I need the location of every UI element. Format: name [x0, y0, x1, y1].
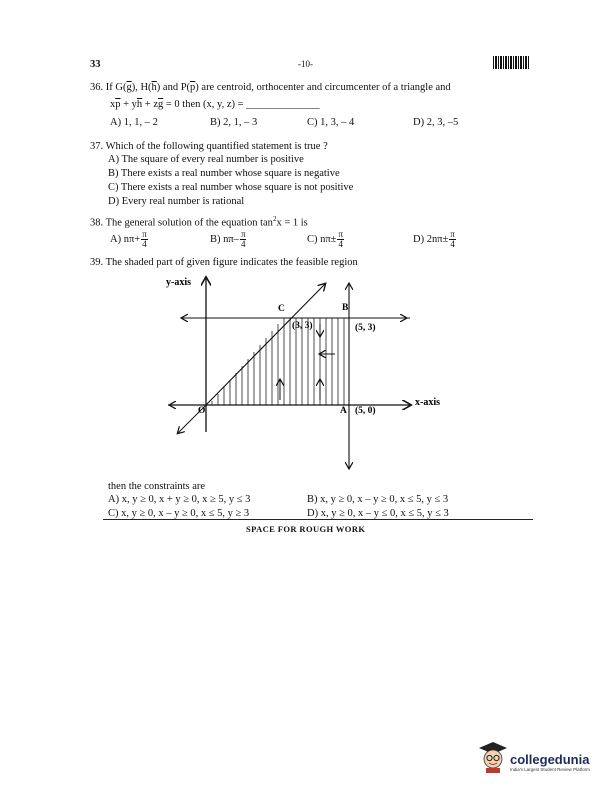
point-5-0: (5, 0): [355, 406, 376, 416]
barcode: [493, 56, 530, 69]
q39-option-a: A) x, y ≥ 0, x + y ≥ 0, x ≥ 5, y ≤ 3: [108, 494, 251, 505]
label-o: O: [198, 406, 206, 416]
q37-option-c: C) There exists a real number whose square is not positive: [108, 182, 354, 193]
rough-work-label: SPACE FOR ROUGH WORK: [246, 524, 366, 534]
point-3-3: (3, 3): [292, 321, 313, 331]
q39-option-c: C) x, y ≥ 0, x – y ≥ 0, x ≤ 5, y ≥ 3: [108, 508, 250, 519]
feasible-region-figure: [160, 272, 460, 477]
line-y-equals-x: [206, 284, 325, 405]
q38-option-a: A) nπ+ $\frac{\pi}{4}$: [110, 229, 147, 249]
label-c: C: [278, 304, 285, 314]
q37-option-a: A) The square of every real number is positive: [108, 154, 304, 165]
divider-rule: [103, 519, 533, 520]
label-b: B: [342, 303, 349, 313]
q39-then-text: then the constraints are: [108, 481, 206, 492]
question-37: 37. Which of the following quantified statement is true ?: [90, 141, 328, 152]
q37-option-d: D) Every real number is rational: [108, 196, 245, 207]
page-number: -10-: [298, 59, 313, 69]
question-36: 36. If $G(\overline{g})$, $H(\overline{h})$ and $P(\overline{p})$ are centroid, orthocenter and circumcenter of a triangle and: [90, 82, 451, 93]
page-code: 33: [90, 59, 101, 70]
question-38: 38. The general solution of the equation $\tan^2x = 1$ is: [90, 215, 308, 229]
collegedunia-tagline: India's Largest Student Review Platform: [510, 767, 590, 772]
question-39: 39. The shaded part of given figure indicates the feasible region: [90, 257, 358, 268]
y-axis-label: y-axis: [166, 277, 191, 288]
q36-option-b: B) 2, 1, – 3: [210, 117, 258, 128]
q38-option-b: B) nπ– $\frac{\pi}{4}$: [210, 229, 246, 249]
q36-option-a: A) 1, 1, – 2: [110, 117, 158, 128]
x-axis-label: x-axis: [415, 397, 440, 408]
graduate-mascot-icon: [478, 740, 508, 774]
q37-option-b: B) There exists a real number whose square is negative: [108, 168, 340, 179]
q36-option-d: D) 2, 3, –5: [413, 117, 459, 128]
q36-option-c: C) 1, 3, – 4: [307, 117, 355, 128]
collegedunia-logo-text: collegedunia: [510, 752, 590, 767]
q39-option-d: D) x, y ≥ 0, x – y ≤ 0, x ≤ 5, y ≤ 3: [307, 508, 449, 519]
q38-option-d: D) 2nπ± $\frac{\pi}{4}$: [413, 229, 455, 249]
q38-option-c: C) nπ± $\frac{\pi}{4}$: [307, 229, 343, 249]
question-36-equation: $x\overline{p} + y\overline{h} + z\overline{g} = 0$ then (x, y, z) = ______________: [110, 99, 320, 110]
q39-option-b: B) x, y ≥ 0, x – y ≥ 0, x ≤ 5, y ≤ 3: [307, 494, 449, 505]
label-a: A: [340, 406, 347, 416]
point-5-3: (5, 3): [355, 323, 376, 333]
